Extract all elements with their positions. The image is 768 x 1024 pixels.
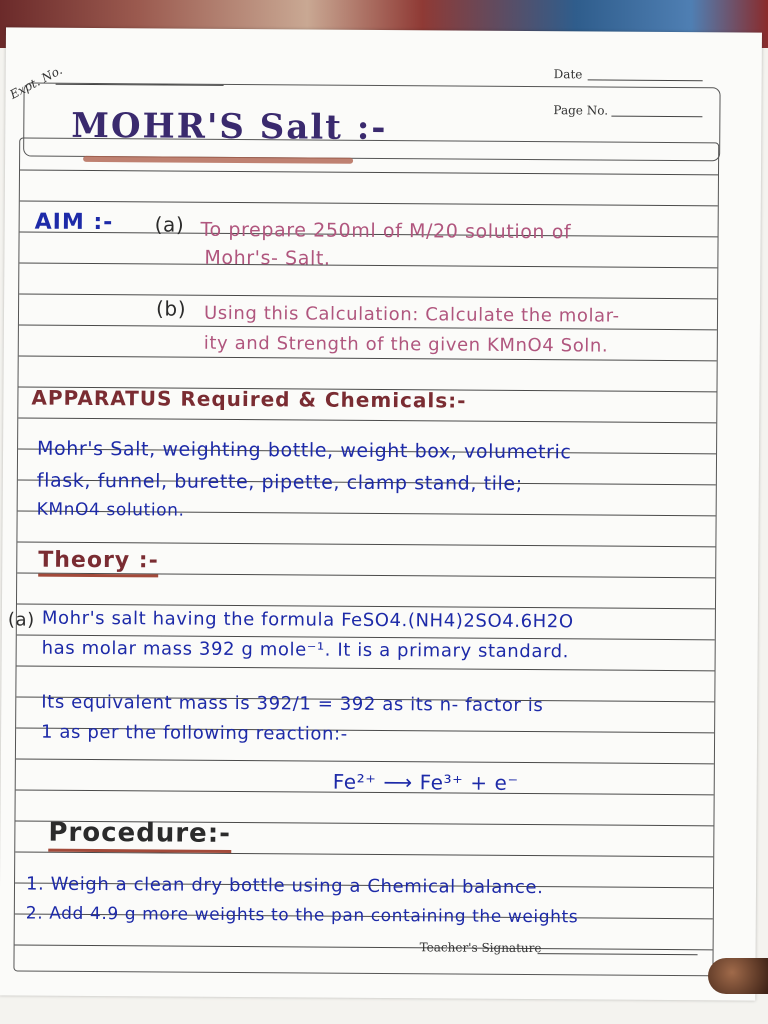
procedure-step2: 2. Add 4.9 g more weights to the pan containing the weights [25,903,579,928]
rule-line [19,262,717,268]
notebook-page [0,27,762,1000]
theory-heading: Theory :- [38,548,159,578]
page-title: MOHR'S Salt :- [71,105,388,149]
apparatus-line3: KMnO4 solution. [36,499,185,521]
apparatus-line2: flask, funnel, burette, pipette, clamp stand, tile; [36,469,523,495]
rule-line [15,851,713,857]
teacher-signature-label: Teacher's Signature [419,940,542,956]
theory-line4: 1 as per the following reaction:- [41,721,348,745]
apparatus-line1: Mohr's Salt, weighting bottle, weight box, volumetric [36,437,572,464]
theory-line2: has molar mass 392 g mole⁻¹. It is a primary standard. [41,637,570,663]
page-no-label: Page No. [553,103,609,118]
aim-b-line1: Using this Calculation: Calculate the molar- [203,302,620,327]
theory-reaction: Fe²⁺ ⟶ Fe³⁺ + e⁻ [332,769,519,795]
rule-line [19,293,717,299]
rule-line [18,417,716,423]
rule-line [20,169,718,175]
apparatus-heading: APPARATUS Required & Chemicals:- [31,385,467,413]
date-line [588,79,703,81]
procedure-heading: Procedure:- [48,818,231,853]
rule-line [17,665,715,671]
aim-a-marker: (a) [154,212,185,237]
theory-line3: Its equivalent mass is 392/1 = 392 as its n- factor is [41,691,544,717]
rule-line [19,355,717,361]
aim-b-marker: (b) [155,296,187,321]
rule-line [16,758,714,764]
rule-line [15,944,713,950]
aim-a-line1: To prepare 250ml of M/20 solution of [200,218,572,244]
theory-marker: (a) [7,609,35,631]
aim-a-line2: Mohr's- Salt. [204,246,331,270]
expt-no-label: Expt. No. [7,62,65,102]
date-label: Date [553,67,583,82]
theory-line1: Mohr's salt having the formula FeSO4.(NH4)2SO4.6H2O [41,607,574,633]
aim-b-line2: ity and Strength of the given KMnO4 Soln. [203,332,609,357]
rule-line [20,200,718,206]
rule-line [17,541,715,547]
procedure-step1: 1. Weigh a clean dry bottle using a Chemical balance. [25,873,544,899]
background-object [708,958,768,994]
aim-label: AIM :- [34,209,114,236]
